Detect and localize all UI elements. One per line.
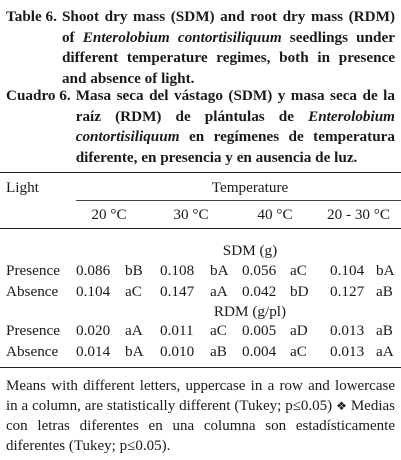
row-light-label: Absence: [6, 343, 59, 360]
light-header: Light: [6, 179, 39, 196]
cell-letters: aB: [210, 343, 227, 360]
cell-value: 0.104: [330, 262, 365, 279]
cell-letters: aA: [125, 322, 143, 339]
table-top-rule: [0, 172, 401, 173]
cell-value: 0.056: [242, 262, 277, 279]
header-bottom-rule: [0, 228, 401, 229]
cell-value: 0.104: [76, 283, 111, 300]
temperature-header: Temperature: [211, 179, 289, 196]
cell-letters: bB: [125, 262, 143, 279]
cell-letters: aC: [290, 343, 307, 360]
temp-col-header: 20 °C: [91, 206, 127, 223]
cell-value: 0.020: [76, 322, 111, 339]
caption-text-part: en regímenes de temperatura diferente, en presencia y en ausencia de luz.: [75, 128, 395, 166]
cell-letters: aA: [376, 343, 394, 360]
temp-col-header: 30 °C: [173, 206, 209, 223]
cell-value: 0.127: [330, 283, 365, 300]
footnote-english: Means with different letters, uppercase in a row and lowercase in a column, are statistically different (Tukey; p≤0.05): [6, 378, 395, 414]
species-name: Enterolobium contortisiliquum: [82, 28, 282, 46]
caption-text-part: seedlings under different temperature regimes, both in presence and absence of light.: [61, 28, 395, 87]
cell-letters: bD: [290, 283, 309, 300]
table-caption-spanish: [6, 86, 395, 168]
temp-col-header: 40 °C: [257, 206, 293, 223]
cell-value: 0.147: [160, 283, 195, 300]
rdm-section-label: RDM (g/pl): [213, 303, 287, 320]
cell-value: 0.013: [330, 322, 365, 339]
header-sub-rule: [76, 200, 401, 201]
footnote-spanish: Medias con letras diferentes en una columna son estadísticamente diferentes (Tukey; p≤0.05).: [6, 398, 396, 454]
cell-value: 0.013: [330, 343, 365, 360]
cell-value: 0.010: [160, 343, 195, 360]
cell-value: 0.011: [160, 322, 194, 339]
cell-value: 0.042: [242, 283, 277, 300]
row-light-label: Presence: [6, 262, 60, 279]
cell-value: 0.005: [242, 322, 277, 339]
cell-letters: bA: [125, 343, 144, 360]
row-light-label: Presence: [6, 322, 60, 339]
cell-value: 0.086: [76, 262, 111, 279]
cell-value: 0.004: [242, 343, 277, 360]
caption-text-part: Masa seca del vástago (SDM) y masa seca de la raíz (RDM) de plántulas de: [75, 87, 395, 125]
cell-letters: aC: [125, 283, 142, 300]
caption-text-part: Shoot dry mass (SDM) and root dry mass (RDM) of: [61, 8, 395, 46]
cell-value: 0.108: [160, 262, 195, 279]
cell-letters: aD: [290, 322, 308, 339]
separator-diamond-icon: ❖: [336, 399, 347, 413]
temp-col-header: 20 - 30 °C: [326, 206, 391, 223]
table-caption-english: [6, 7, 395, 89]
cell-letters: bA: [210, 262, 229, 279]
caption-label: Table 6.: [6, 8, 57, 25]
row-light-label: Absence: [6, 283, 59, 300]
sdm-section-label: SDM (g): [222, 242, 278, 259]
caption-label: Cuadro 6.: [6, 87, 71, 104]
cell-letters: aC: [290, 262, 307, 279]
cell-letters: aC: [210, 322, 227, 339]
caption-text: [71, 86, 395, 168]
table-bottom-rule: [0, 367, 401, 368]
cell-letters: bA: [376, 262, 395, 279]
caption-text: [57, 7, 395, 89]
cell-letters: aB: [376, 283, 393, 300]
cell-letters: aB: [376, 322, 393, 339]
cell-letters: aA: [210, 283, 228, 300]
table-footnote: [6, 376, 395, 456]
cell-value: 0.014: [76, 343, 111, 360]
species-name: Enterolobium contortisiliquum: [75, 107, 395, 145]
